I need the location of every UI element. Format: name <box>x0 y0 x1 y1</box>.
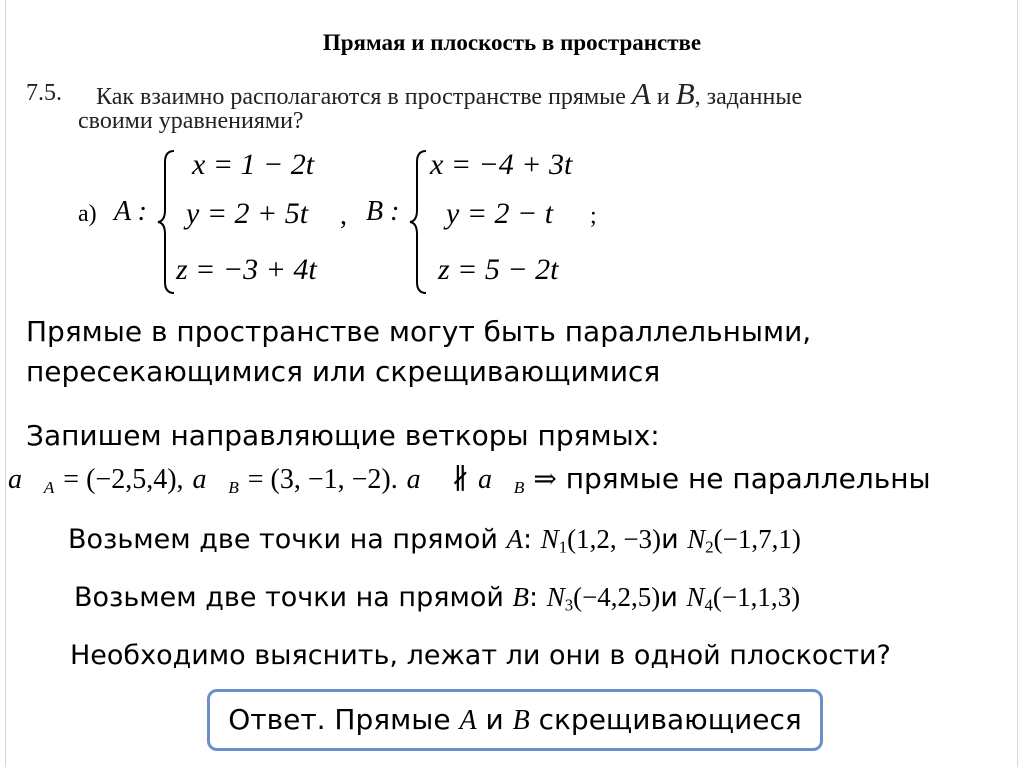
conj: и <box>656 84 670 110</box>
answer-text <box>210 703 820 737</box>
question-text: Как взаимно располагаются в пространстве прямые <box>96 84 626 110</box>
line-b-eq-x: x = −4 + 3t <box>430 148 573 181</box>
left-slide-border <box>5 0 6 767</box>
answer-line-b: B <box>512 705 530 736</box>
points-b-line: Возьмем две точки на прямой B: $N_3(-4,2,5)и$ $N_4(-1,1,3)$ <box>74 582 801 615</box>
brace-b <box>406 148 430 296</box>
vector-a-symbol-2: a <box>406 464 443 495</box>
var-b: B <box>675 76 695 111</box>
answer-end: скрещивающиеся <box>538 703 802 736</box>
point-n2: $N_2(-1,7,1)$ <box>687 524 801 557</box>
line-a-eq-z: z = −3 + 4t <box>176 253 317 286</box>
points-b-line-name: B <box>512 582 529 612</box>
end-punct: ; <box>590 203 597 229</box>
line-a-eq-y: y = 2 + 5t <box>186 197 309 230</box>
point-n1: $N_1(1,2$, −3) <box>540 524 662 557</box>
point-n3: $N_3(-4,2,5)$ <box>546 582 661 615</box>
vectors-conclusion: прямые не параллельны <box>565 462 931 495</box>
implies-symbol: ⇒ <box>533 464 557 495</box>
answer-word: Ответ. Прямые <box>228 703 451 736</box>
points-a-line: Возьмем две точки на прямой A: $N_1(1,2$, −3)и $N_2(-1,7,1)$ <box>68 524 801 557</box>
brace-a <box>154 148 178 296</box>
and-word: и <box>661 524 679 555</box>
answer-line-a: A <box>459 705 477 736</box>
para1-line1: Прямые в пространстве могут быть параллельными, <box>26 315 812 348</box>
question-tail: , заданные <box>694 84 803 110</box>
right-slide-border <box>1017 0 1018 767</box>
line-a-eq-x: x = 1 − 2t <box>192 148 315 181</box>
part-label: а) <box>78 201 97 227</box>
answer-box <box>207 689 823 751</box>
point-n4: $N_4(-1,1,3)$ <box>686 582 801 615</box>
and-word-2: и <box>660 582 678 613</box>
problem-question-line1 <box>96 76 802 112</box>
not-parallel-symbol: ∦ <box>451 464 470 495</box>
vector-a-symbol: $a_A$ <box>8 464 55 497</box>
problem-question-line2: своими уравнениями? <box>78 108 304 134</box>
line-a-label: A : <box>114 196 147 227</box>
line-b-label: B : <box>366 196 400 227</box>
var-a: A <box>631 76 651 111</box>
points-a-line-name: A <box>506 524 523 554</box>
problem-number: 7.5. <box>26 80 62 106</box>
page-title: Прямая и плоскость в пространстве <box>322 30 702 55</box>
points-b-text: Возьмем две точки на прямой <box>74 582 504 613</box>
vectors-line <box>8 462 931 498</box>
vector-b-value: = (3, −1, −2). <box>247 464 398 495</box>
answer-and: и <box>485 703 504 736</box>
line-b-eq-y: y = 2 − t <box>446 197 554 230</box>
points-a-text: Возьмем две точки на прямой <box>68 524 498 555</box>
vectors-heading: Запишем направляющие веткоры прямых: <box>26 419 660 452</box>
line-b-eq-z: z = 5 − 2t <box>438 253 559 286</box>
para1-line2: пересекающимися или скрещивающимися <box>26 355 661 388</box>
separator-comma: , <box>340 200 347 231</box>
vector-b-symbol-2: $a_B$ <box>478 464 525 497</box>
question-text: Необходимо выяснить, лежат ли они в одной плоскости? <box>70 640 891 671</box>
vector-b-symbol: $a_B$ <box>192 464 239 497</box>
vector-a-value: = (−2,5,4), <box>63 464 184 495</box>
